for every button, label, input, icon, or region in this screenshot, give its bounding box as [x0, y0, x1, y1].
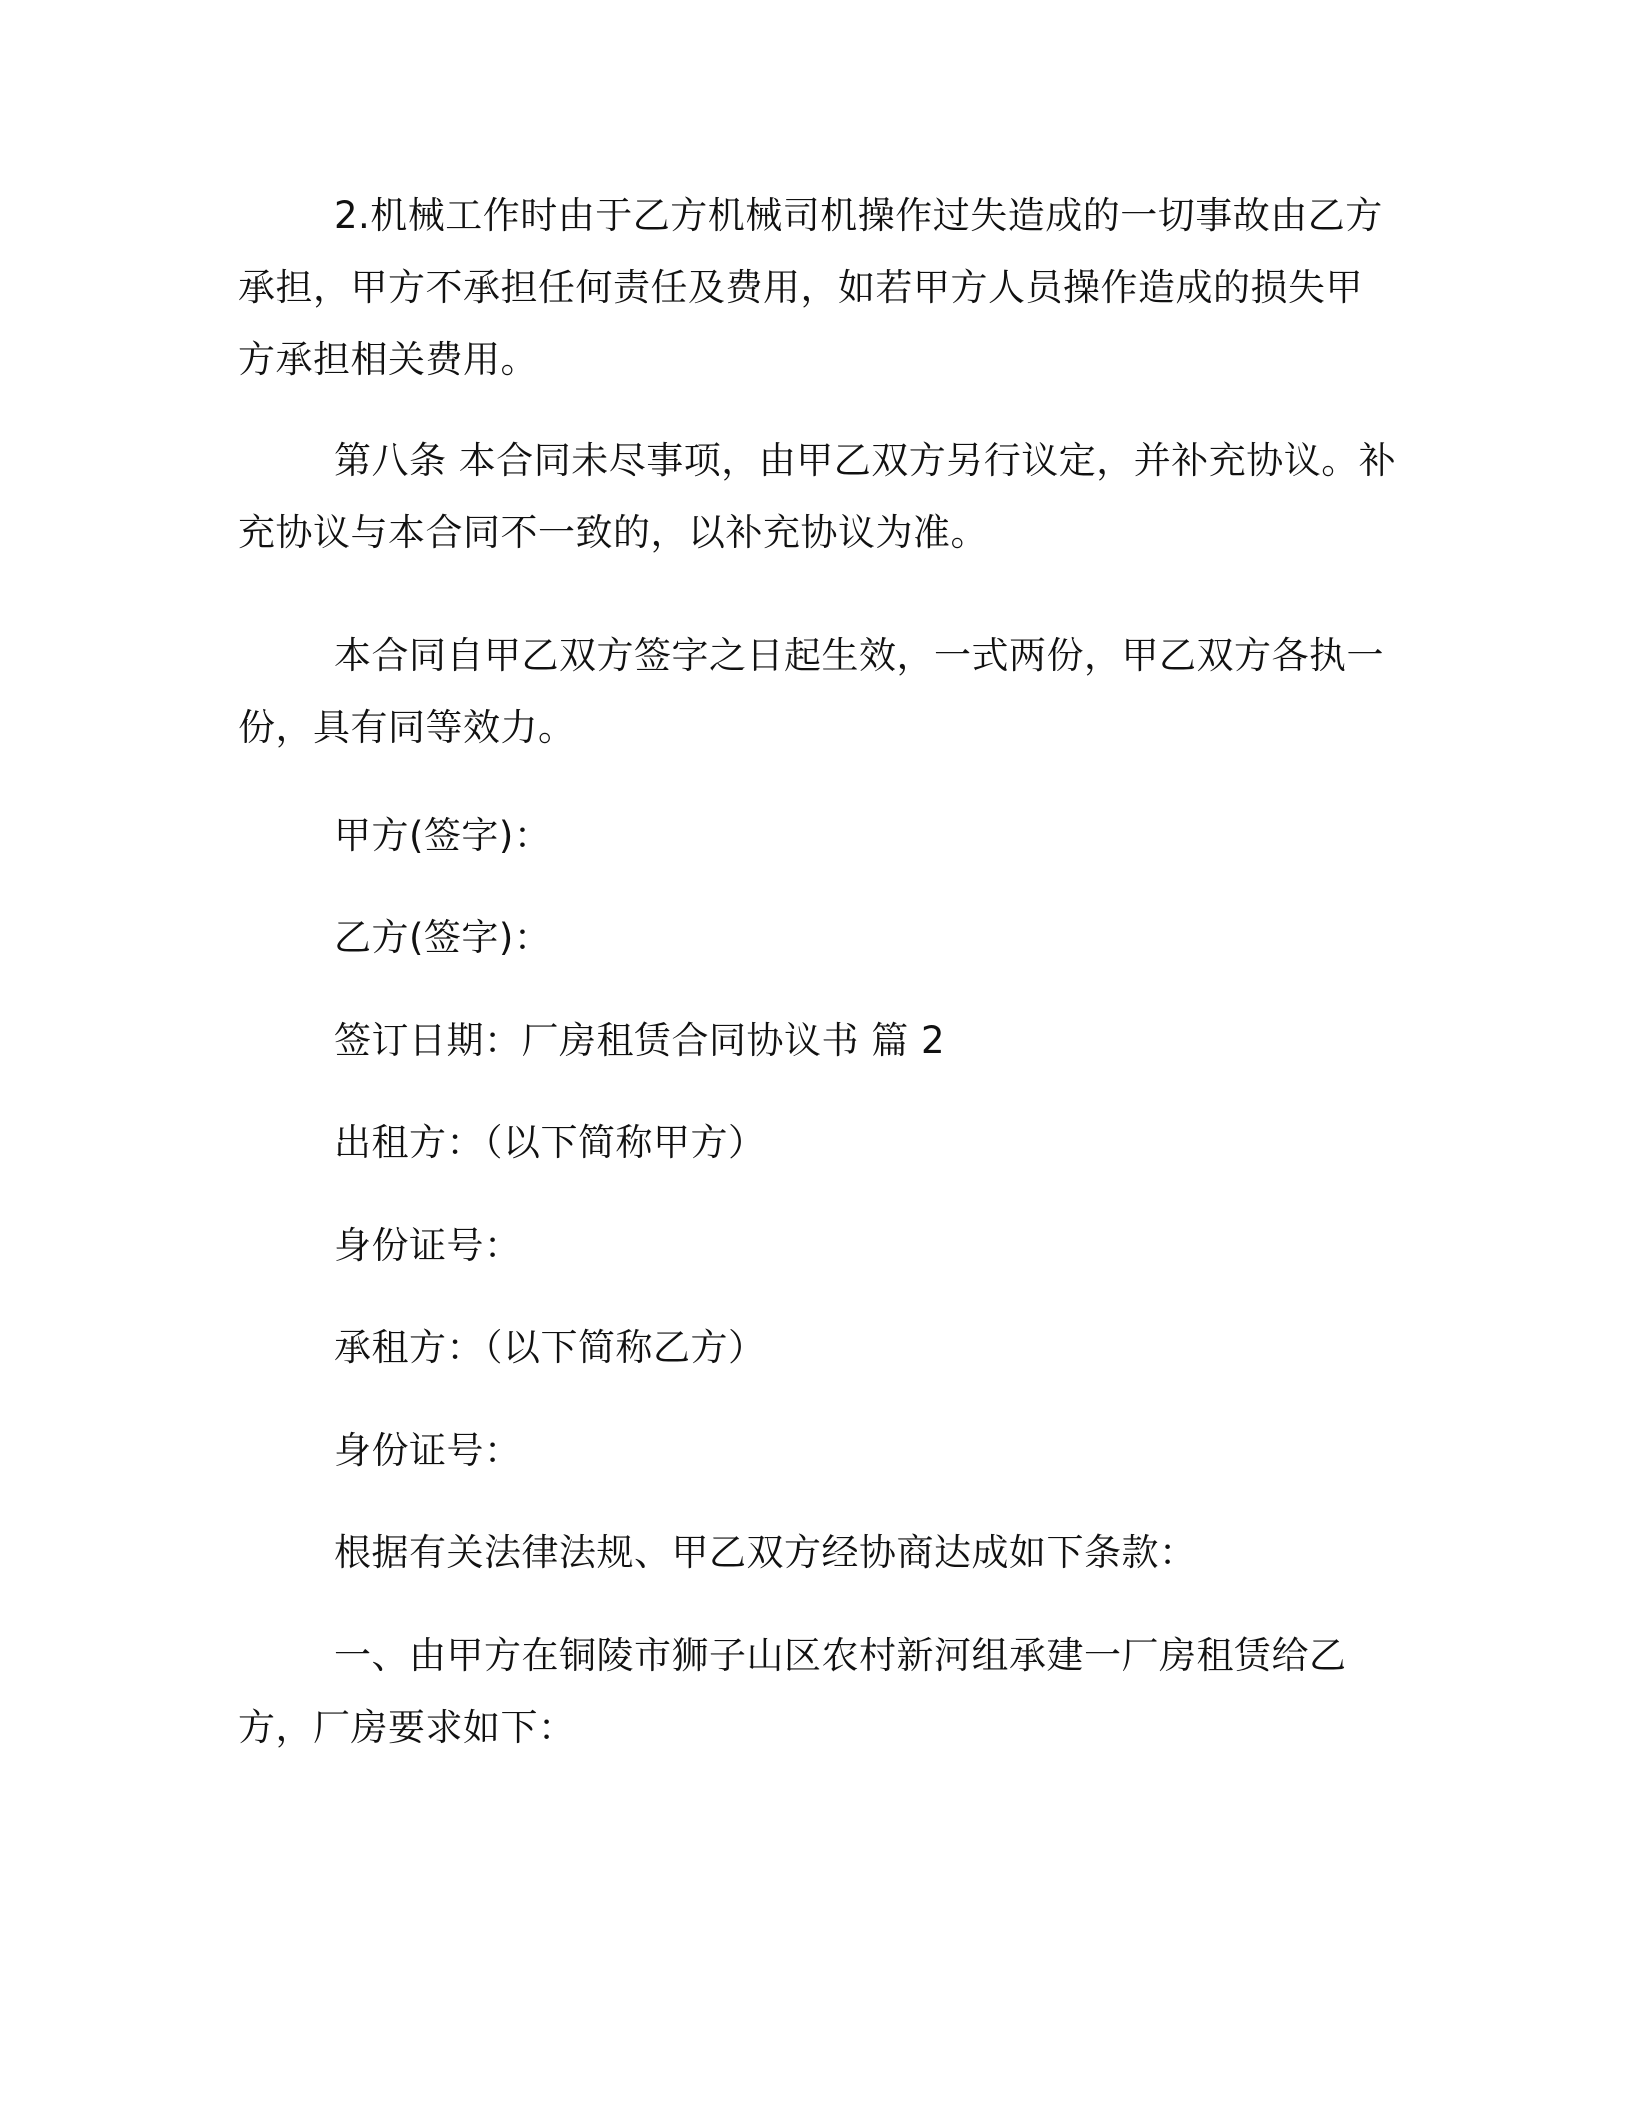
paragraph-machinery-liability: 2.机械工作时由于乙方机械司机操作过失造成的一切事故由乙方承担，甲方不承担任何责任及费用，如若甲方人员操作造成的损失甲方承担相关费用。 — [238, 194, 1383, 381]
paragraph-article-eight: 第八条 本合同未尽事项，由甲乙双方另行议定，并补充协议。补充协议与本合同不一致的，以补充协议为准。 — [238, 439, 1397, 554]
lessee-line: 承租方：（以下简称乙方） — [334, 1326, 766, 1369]
paragraph-effective-clause: 本合同自甲乙双方签字之日起生效，一式两份，甲乙双方各执一份，具有同等效力。 — [238, 634, 1384, 749]
party-b-signature-line: 乙方(签字)： — [334, 916, 552, 959]
agreement-basis-line: 根据有关法律法规、甲乙双方经协商达成如下条款： — [334, 1531, 1197, 1574]
lessor-id-line: 身份证号： — [334, 1224, 522, 1267]
party-a-signature-line: 甲方(签字)： — [334, 814, 552, 857]
signing-date-line: 签订日期：厂房租赁合同协议书 篇 2 — [334, 1019, 946, 1062]
lessor-line: 出租方：（以下简称甲方） — [334, 1121, 766, 1164]
paragraph-factory-clause-one: 一、由甲方在铜陵市狮子山区农村新河组承建一厂房租赁给乙方，厂房要求如下： — [238, 1634, 1347, 1749]
lessee-id-line: 身份证号： — [334, 1429, 522, 1472]
